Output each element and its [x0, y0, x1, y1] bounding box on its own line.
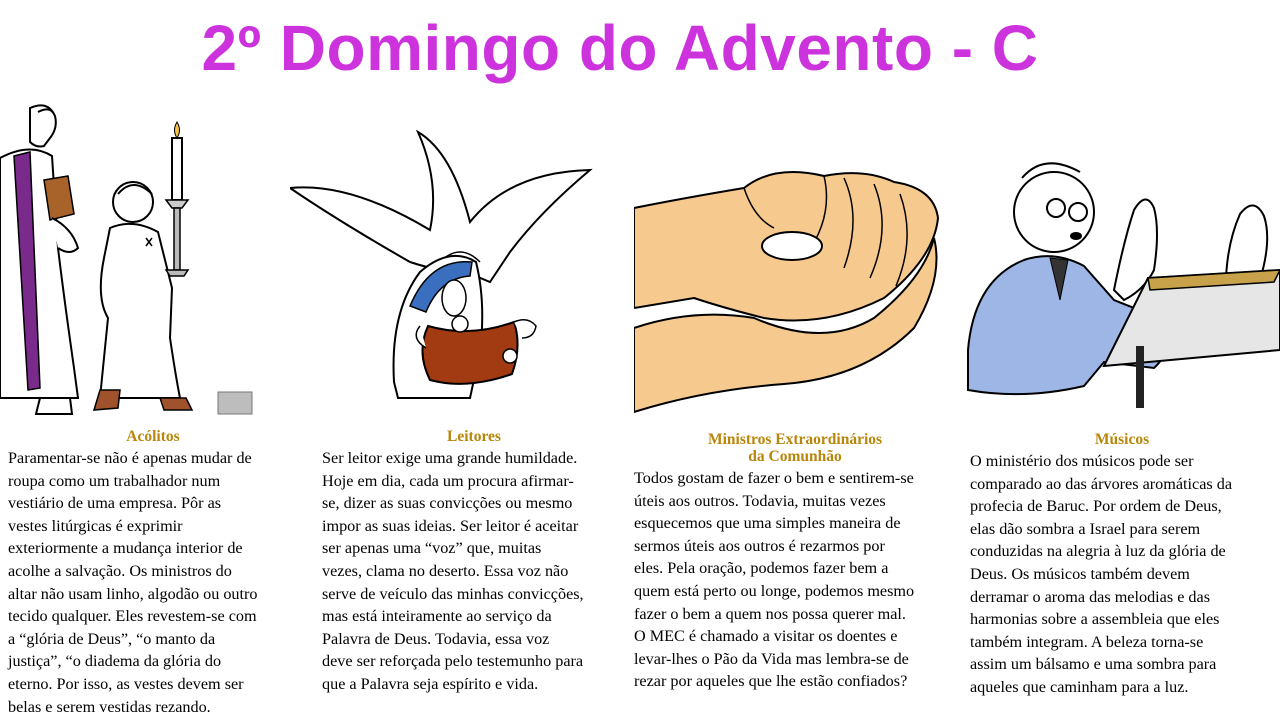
text-line: vestes litúrgicas é exprimir [8, 516, 183, 535]
text-line: se, dizer as suas convicções ou mesmo [322, 494, 573, 513]
section-body [634, 467, 956, 693]
lector-dove-illustration [290, 112, 620, 412]
text-line: eles. Pela oração, podemos fazer bem a [634, 559, 889, 578]
text-line: serve de veículo das minhas convicções, [322, 584, 584, 603]
text-line: O ministério dos músicos pode ser [970, 452, 1194, 470]
section-heading: Acólitos [126, 428, 180, 445]
text-line: altar não usam linho, algodão ou outro [8, 584, 258, 603]
section-acolitos [8, 428, 298, 718]
text-line: mas está inteiramente ao serviço da [322, 607, 552, 626]
text-line: Todos gostam de fazer o bem e sentirem-se [634, 469, 914, 487]
text-line: harmonias sobre a assembleia que eles [970, 610, 1220, 629]
section-leitores [322, 428, 626, 696]
text-line: belas e serem vestidas rezando. [8, 697, 211, 716]
text-line: ser apenas uma “voz” que, muitas [322, 539, 542, 558]
text-line: assim um bálsamo e uma sombra para [970, 655, 1217, 674]
section-body [8, 447, 298, 718]
text-line: esquecemos que uma simples maneira de [634, 514, 901, 533]
section-musicos [970, 431, 1274, 699]
text-line: Hoje em dia, cada um procura afirmar- [322, 471, 574, 490]
text-line: aqueles que caminham para a luz. [970, 677, 1189, 696]
text-line: que a Palavra seja espírito e vida. [322, 674, 539, 693]
text-line: fazer o bem a quem nos possa querer mal. [634, 604, 906, 623]
text-line: levar-lhes o Pão da Vida mas lembra-se de [634, 649, 909, 668]
text-line: Palavra de Deus. Todavia, essa voz [322, 629, 550, 648]
text-line: impor as suas ideias. Ser leitor é aceitar [322, 516, 579, 535]
text-line: elas dão sombra a Israel para serem [970, 519, 1201, 538]
text-line: profecia de Baruc. Por ordem de Deus, [970, 497, 1222, 516]
text-line: úteis aos outros. Todavia, muitas vezes [634, 491, 886, 510]
text-line: acolhe a salvação. Os ministros do [8, 561, 232, 580]
text-line: roupa como um trabalhador num [8, 471, 221, 490]
text-line: justiça”, “o diadema da glória do [8, 652, 222, 671]
text-line: tecido qualquer. Eles revestem-se com [8, 607, 257, 626]
section-heading: Leitores [447, 428, 501, 445]
section-heading-line2: da Comunhão [748, 448, 842, 465]
text-line: Paramentar-se não é apenas mudar de [8, 449, 252, 467]
hands-host-illustration [634, 158, 944, 414]
page-title: 2º Domingo do Advento - C [201, 12, 1039, 84]
section-heading: Músicos [1094, 431, 1150, 448]
text-line: vezes, clama no deserto. Essa voz não [322, 561, 569, 580]
section-body [322, 447, 626, 696]
text-line: eterno. Por isso, as vestes devem ser [8, 674, 244, 693]
text-line: quem está perto ou longe, podemos mesmo [634, 581, 915, 600]
text-line: rezar por aqueles que lhe estão confiados? [634, 672, 908, 691]
text-line: sermos úteis aos outros é rezarmos por [634, 536, 885, 555]
text-line: O MEC é chamado a visitar os doentes e [634, 627, 898, 646]
section-ministros [634, 431, 956, 693]
text-line: Ser leitor exige uma grande humildade. [322, 449, 578, 467]
text-line: conduzidas na alegria à luz da glória de [970, 542, 1226, 561]
text-line: deve ser reforçada pelo testemunho para [322, 652, 584, 671]
text-line: vestiário de uma empresa. Pôr as [8, 494, 222, 513]
text-line: também integram. A beleza torna-se [970, 632, 1204, 651]
text-line: a “glória de Deus”, “o manto da [8, 629, 216, 648]
section-heading-line1: Ministros Extraordinários [707, 431, 883, 448]
text-line: comparado ao das árvores aromáticas da [970, 474, 1233, 493]
text-line: derramar o aroma das melodias e das [970, 587, 1211, 606]
musician-illustration [964, 150, 1280, 410]
acolytes-illustration [0, 98, 256, 416]
section-body [970, 450, 1274, 699]
text-line: exteriormente a mudança interior de [8, 539, 243, 558]
text-line: Deus. Os músicos também devem [970, 564, 1190, 583]
